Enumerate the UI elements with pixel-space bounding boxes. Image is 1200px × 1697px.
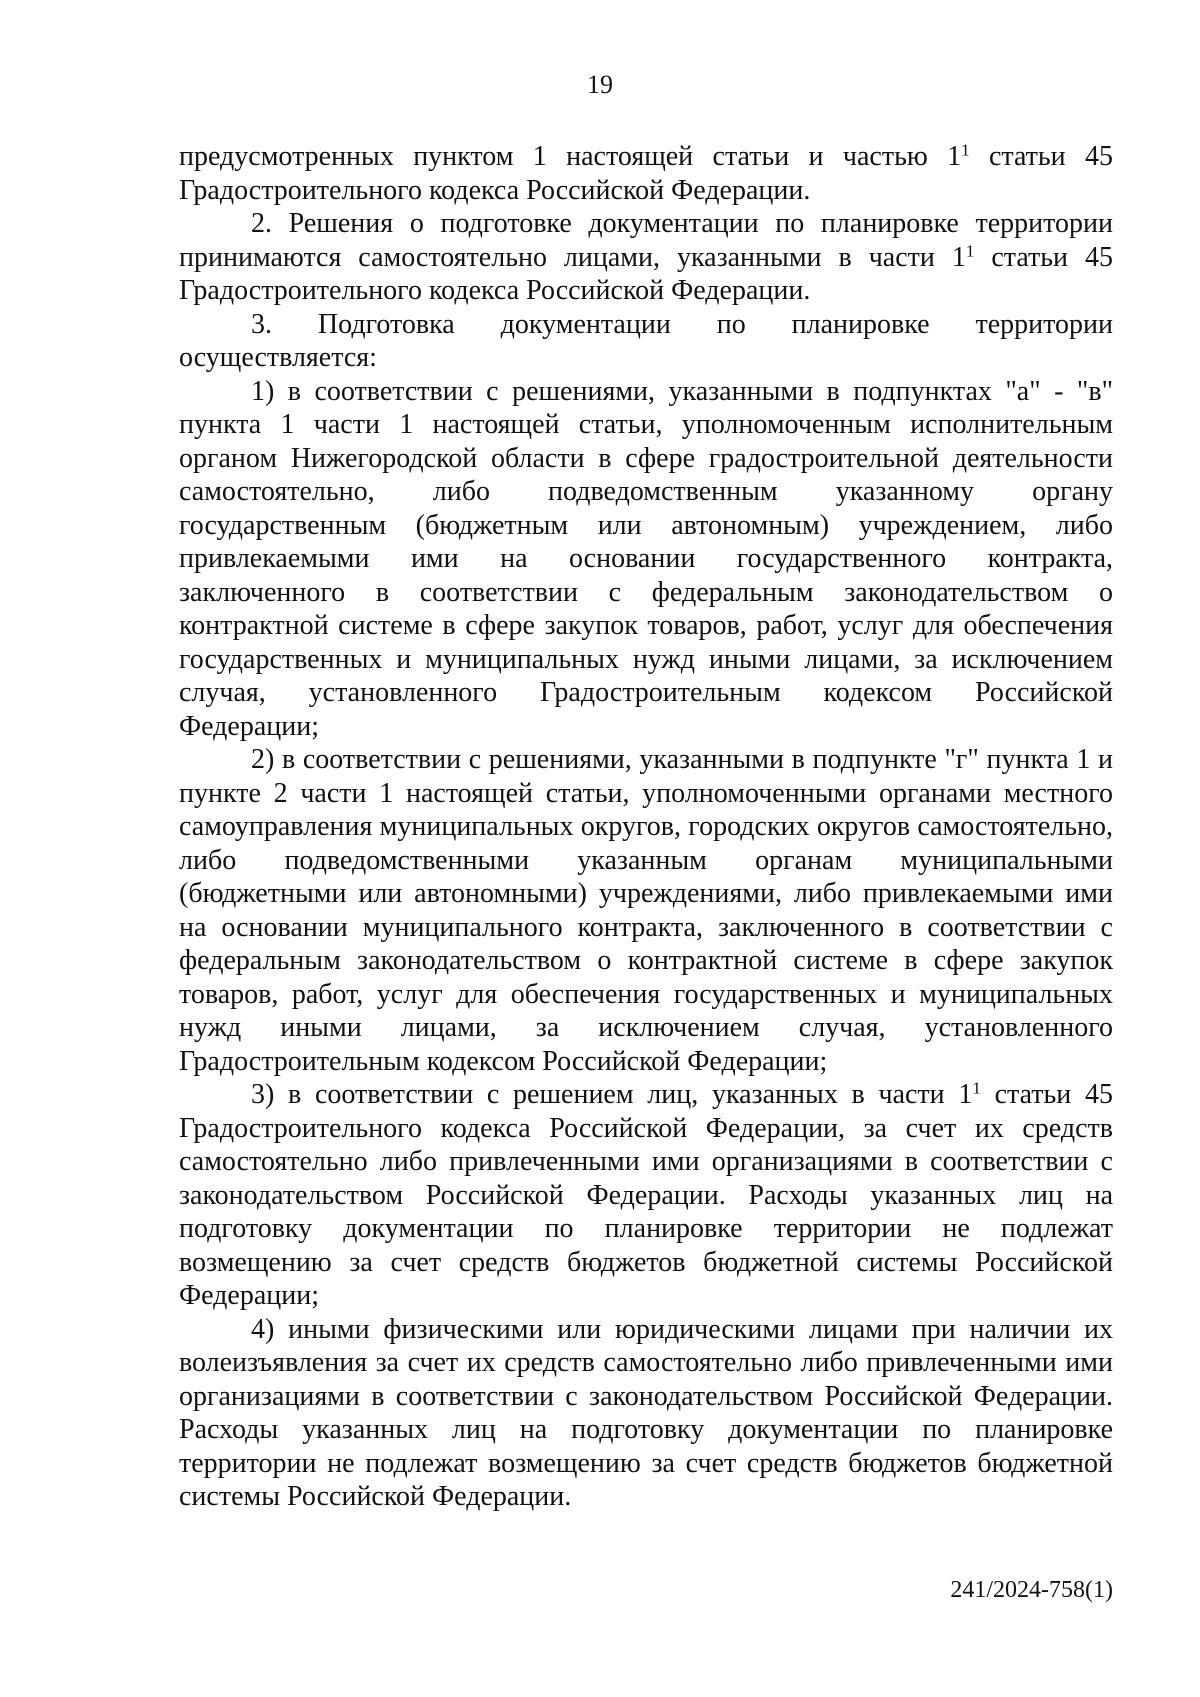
document-number: 241/2024-758(1): [950, 1577, 1113, 1603]
subitem-1: 1) в соответствии с решениями, указанными в подпунктах "а" - "в" пункта 1 части 1 настоящей статьи, уполномоченным исполнительным органом Нижегородской области в сфере градостроительной деятельности самостоятельно, либо подведомственным указанному органу государственным (бюджетным или автономным) учреждением, либо привлекаемыми ими на основании государственного контракта, заключенного в соответствии с федеральным законодательством о контрактной системе в сфере закупок товаров, работ, услуг для обеспечения государственных и муниципальных нужд иными лицами, за исключением случая, установленного Градостроительным кодексом Российской Федерации;: [179, 375, 1113, 742]
paragraph-item-3-line-1: 3. Подготовка документации по планировке территории: [251, 308, 1113, 340]
subitem-2: 2) в соответствии с решениями, указанными в подпункте "г" пункта 1 и пункте 2 части 1 настоящей статьи, уполномоченными органами местного самоуправления муниципальных округов, городских округов самостоятельно, либо подведомственными указанным органам муниципальными (бюджетными или автономными) учреждениями, либо привлекаемыми ими на основании муниципального контракта, заключенного в соответствии с федеральным законодательством о контрактной системе в сфере закупок товаров, работ, услуг для обеспечения государственных и муниципальных нужд иными лицами, за исключением случая, установленного Градостроительным кодексом Российской Федерации;: [179, 744, 1113, 1077]
paragraph-text: предусмотренных пунктом 1 настоящей статьи и частью 1: [179, 141, 962, 172]
document-body: [179, 140, 1113, 1514]
paragraph-text: статьи 45 Градостроительного кодекса Российской Федерации.: [179, 241, 1113, 306]
superscript: 1: [972, 1078, 981, 1098]
subitem-3: [179, 1078, 1113, 1313]
paragraph-continuation: [179, 140, 1113, 207]
paragraph-text: 2. Решения о подготовке документации по планировке территории принимаются самостоятельно лицами, указанными в части 1: [179, 208, 1113, 273]
superscript: 1: [961, 140, 970, 160]
superscript: 1: [965, 241, 975, 261]
paragraph-item-2: [179, 207, 1113, 308]
paragraph-text: 3) в соответствии с решением лиц, указанных в части 1: [251, 1079, 973, 1110]
paragraph-item-3-line-2: осуществляется:: [179, 342, 377, 373]
page-number: 19: [587, 70, 613, 99]
paragraph-text: статьи 45 Градостроительного кодекса Российской Федерации.: [179, 141, 1113, 206]
subitem-4: 4) иными физическими или юридическими лицами при наличии их волеизъявления за счет их средств самостоятельно либо привлеченными ими организациями в соответствии с законодательством Российской Федерации. Расходы указанных лиц на подготовку документации по планировке территории не подлежат возмещению за счет средств бюджетов бюджетной системы Российской Федерации.: [179, 1313, 1113, 1512]
paragraph-text: статьи 45 Градостроительного кодекса Российской Федерации, за счет их средств самостоятельно либо привлеченными ими организациями в соответствии с законодательством Российской Федерации. Расходы указанных лиц на подготовку документации по планировке территории не подлежат возмещению за счет средств бюджетов бюджетной системы Российской Федерации;: [179, 1079, 1113, 1311]
